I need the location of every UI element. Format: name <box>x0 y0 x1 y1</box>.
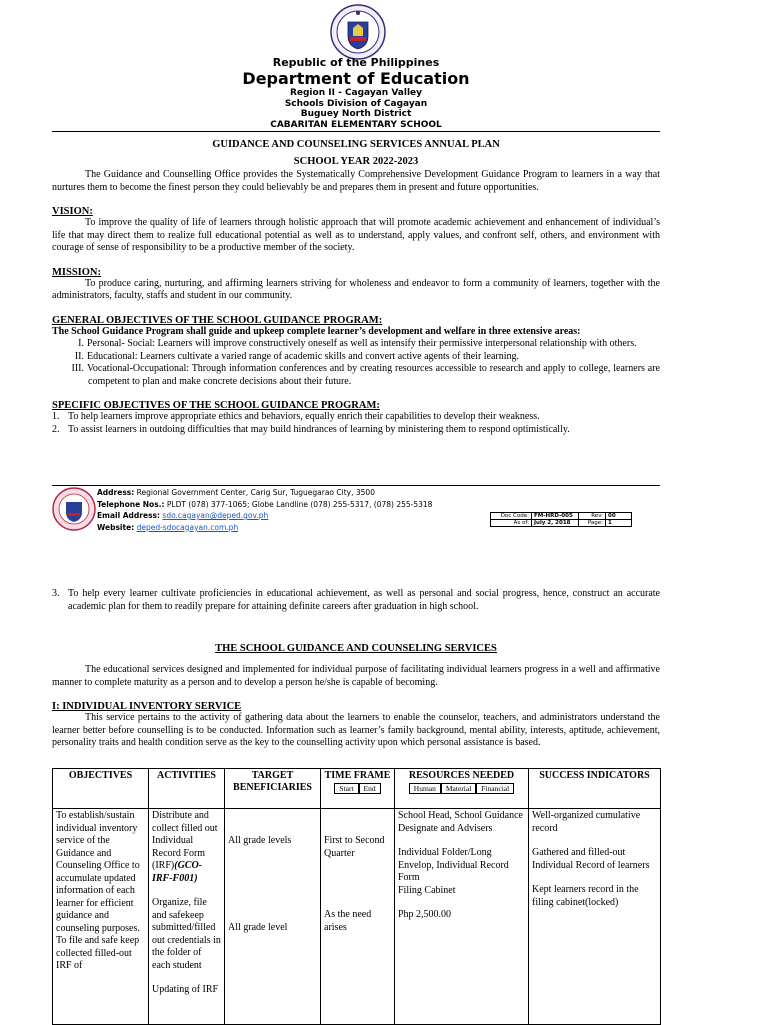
division-seal-icon <box>52 487 96 531</box>
footer-divider <box>52 485 660 486</box>
cell-activities: Distribute and collect filled out Individual Record Form (IRF)(GCO-IRF-F001) Organize, file and safekeep submitted/filled out credentials in the folder of each student Updating of IRF <box>149 809 225 1025</box>
services-body <box>52 664 660 689</box>
general-objectives-heading: GENERAL OBJECTIVES OF THE SCHOOL GUIDANCE PROGRAM: <box>52 314 383 326</box>
vision-text: To improve the quality of life of learners through holistic approach that will promote academic achievement and enhancement of individual’s life that may direct them to realize full educational potential as well as to understand, apply values, and confront self, others, and environment with courage of sense of responsibility to be a productive member of the society. <box>52 217 660 253</box>
specific-objective-item: 1. To help learners improve appropriate ethics and behaviors, equally enrich their capabilities to develop their weakness. <box>52 411 540 422</box>
col-activities: ACTIVITIES <box>149 769 225 809</box>
col-time-frame: TIME FRAME Start End <box>321 769 395 809</box>
district-line: Buguey North District <box>300 109 412 119</box>
cell-objectives: To establish/sustain individual inventory service of the Guidance and Counseling Office to accumulate updated information of each learner for efficient guidance and counseling purposes. To file and safe keep collected filled-out IRF of <box>53 809 149 1025</box>
general-objective-item: III. Vocational-Occupational: Through information conferences and by creating resources accessible to research and apply to college, learners are competent to plan and make concrete decisions about their future. <box>71 363 660 387</box>
footer-contact: Address: Regional Government Center, Carig Sur, Tuguegarao City, 3500 Telephone Nos.: PLDT (078) 377-1065; Globe Landline (078) 255-5317, (078) 255-5318 Email Address: sdo.cagayan@deped.gov.ph Website: deped-sdocagayan.com.ph <box>97 488 433 532</box>
header-divider <box>52 131 660 132</box>
general-objective-item: I. Personal- Social: Learners will improve constructively oneself as well as intensify their permissive interpersonal relationship with others. <box>78 338 637 349</box>
cell-beneficiaries: All grade levels All grade level <box>225 809 321 1025</box>
inventory-text: This service pertains to the activity of gathering data about the learners to enable the counselor, teachers, and administrators understand the learner better before counselling is to be conducted. Information such as learner’s family background, mental ability, interests, aptitude, achievement, personality traits and health condition serve as the key to the counselling activity upon which personal assistance is based. <box>52 712 660 748</box>
deped-seal-icon <box>330 4 386 60</box>
website-link[interactable]: deped-sdocagayan.com.ph <box>136 522 239 532</box>
page1-body <box>52 169 660 436</box>
col-resources: RESOURCES NEEDED Human Material Financial <box>395 769 529 809</box>
cell-time-frame: First to Second Quarter As the need arises <box>321 809 395 1025</box>
cell-resources: School Head, School Guidance Designate and Advisers Individual Folder/Long Envelop, Individual Record Form Filing Cabinet Php 2,500.00 <box>395 809 529 1025</box>
cell-success-indicators: Well-organized cumulative record Gathered and filled-out Individual Record of learners Kept learners record in the filing cabinet(locked) <box>529 809 661 1025</box>
specific-objectives-heading: SPECIFIC OBJECTIVES OF THE SCHOOL GUIDANCE PROGRAM: <box>52 400 380 411</box>
document-code-table: Doc Code: FM-HRD-005 Rev: 00 As of: July 2, 2018 Page: 1 <box>490 512 632 527</box>
page2-body <box>52 588 660 613</box>
inventory-plan-table <box>52 768 661 1025</box>
specific-objective-item: 2. To assist learners in outdoing difficulties that may build hindrances of learning by ministering them to respond optimistically. <box>52 423 570 435</box>
mission-text: To produce caring, nurturing, and affirming learners striving for wholeness and endeavor to form a community of learners, together with the administrators, faculty, staffs and student in our community. <box>52 277 660 301</box>
services-heading: THE SCHOOL GUIDANCE AND COUNSELING SERVICES <box>215 643 497 654</box>
specific-objective-item: 3. To help every learner cultivate proficiencies in educational achievement, as well as personal and social progress, hence, construct an accurate academic plan for them to readily prepare for attaining definite careers after graduation in high school. <box>52 588 660 612</box>
inventory-heading: I: INDIVIDUAL INVENTORY SERVICE <box>52 701 242 712</box>
general-objectives-lead: The School Guidance Program shall guide and upkeep complete learner’s development and welfare in three extensive areas: <box>52 325 581 337</box>
republic-line: Republic of the Philippines <box>272 56 440 69</box>
plan-title: GUIDANCE AND COUNSELING SERVICES ANNUAL PLAN <box>212 139 500 150</box>
division-line: Schools Division of Cagayan <box>284 98 428 109</box>
mission-heading: MISSION: <box>52 266 102 278</box>
general-objective-item: II. Educational: Learners cultivate a varied range of academic skills and convert active agents of their learning. <box>74 350 520 362</box>
services-heading-wrap <box>52 638 660 656</box>
col-beneficiaries: TARGET BENEFICIARIES <box>225 769 321 809</box>
region-line: Region II - Cagayan Valley <box>289 88 423 98</box>
col-objectives: OBJECTIVES <box>53 769 149 809</box>
school-name: CABARITAN ELEMENTARY SCHOOL <box>270 119 442 130</box>
inventory-section <box>52 701 660 750</box>
intro-paragraph: The Guidance and Counselling Office provides the Systematically Comprehensive Development Guidance Program to learners in a way that nurtures them to become the finest person they could believably be and prepares them in present and future opportunities. <box>52 169 660 193</box>
col-success-indicators: SUCCESS INDICATORS <box>529 769 661 809</box>
services-intro: The educational services designed and implemented for individual purpose of facilitating individual learners progress in a well and affirmative manner to complete maturity as a person and to develop a person he/she is capable of becoming. <box>52 664 660 688</box>
vision-heading: VISION: <box>52 206 93 217</box>
email-link[interactable]: sdo.cagayan@deped.gov.ph <box>162 511 269 520</box>
school-year: SCHOOL YEAR 2022-2023 <box>293 156 419 167</box>
department-name: Department of Education <box>242 69 470 88</box>
